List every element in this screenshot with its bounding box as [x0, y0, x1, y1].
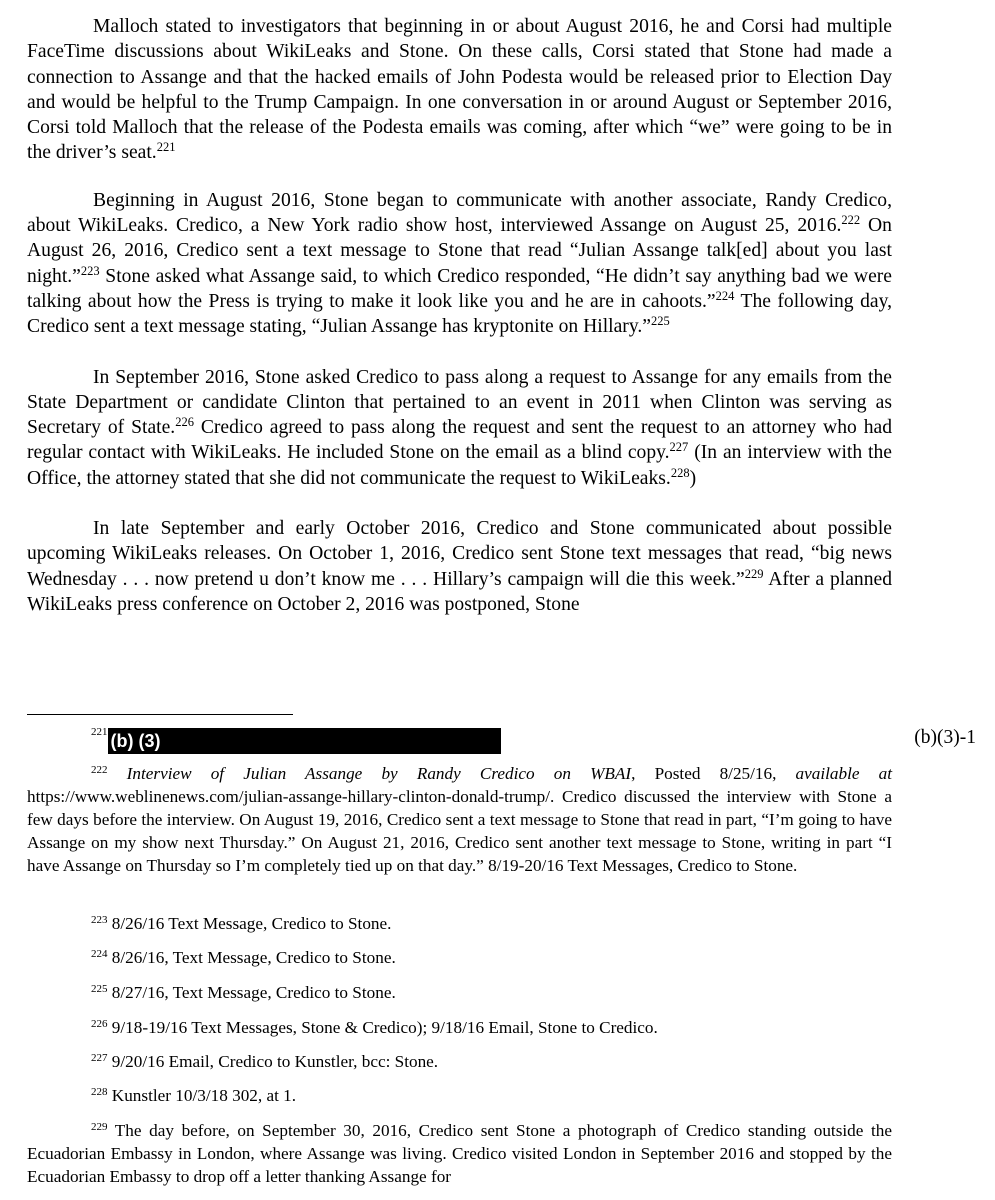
source-title: Interview of Julian Assange by Randy Credico on WBAI: [126, 764, 632, 783]
footnote-229: $^{229}$ The day before, on September 30, 2016, Credico sent Stone a photograph of Credico standing outside the Ecuadorian Embassy in London, where Assange was living. Credico visited London in September 2016 and stopped by the Ecuadorian Embassy to drop off a letter thanking Assange for: [27, 1121, 892, 1186]
footnote-227: $^{227}$ 9/20/16 Email, Credico to Kunstler, bcc: Stone.: [91, 1052, 439, 1071]
footnote-221: [27, 724, 892, 754]
document-body: [27, 0, 892, 617]
footnote-ref: 221: [156, 140, 176, 155]
footnote-225: $^{225}$ 8/27/16, Text Message, Credico to Stone.: [91, 983, 396, 1002]
footnote-226: $^{226}$ 9/18-19/16 Text Messages, Stone & Credico); 9/18/16 Email, Stone to Credico.: [91, 1018, 658, 1037]
exemption-code: (b)(3)-1: [914, 727, 976, 748]
footnote-number: 225: [91, 983, 108, 995]
footnote-number: 227: [91, 1052, 108, 1064]
footnote-number: 228: [91, 1086, 108, 1098]
footnote-223: $^{223}$ 8/26/16 Text Message, Credico to Stone.: [91, 914, 392, 933]
footnote-ref: 229: [744, 566, 764, 581]
footnote-number: 222: [91, 764, 108, 776]
footnote-number: 224: [91, 948, 108, 960]
footnote-ref: 227: [669, 440, 689, 455]
paragraph-text: Stone asked what Assange said, to which Credico responded, “He didn’t say anything bad we were talking about how the Press is trying to make it look like you and he are in cahoots.”: [27, 265, 892, 312]
footnote-divider: [27, 714, 293, 715]
paragraph-text: On August 26, 2016, Credico sent a text message to Stone that read “Julian Assange talk[ed] about you last night.”: [27, 215, 892, 287]
paragraph-text: Credico agreed to pass along the request and sent the request to an attorney who had regular contact with WikiLeaks. He included Stone on the email as a blind copy.: [27, 417, 892, 464]
paragraph-text: (In an interview with the Office, the attorney stated that she did not communicate the request to WikiLeaks.: [27, 442, 892, 489]
footnote-222: $^{222}$ Interview of Julian Assange by Randy Credico on WBAI, Posted 8/25/16, available at https://www.weblinenews.com/julian-assange-hillary-clinton-donald-trump/. Credico discussed the interview with Stone a few days before the interview. On August 19, 2016, Credico sent a text message to Stone that read in part, “I’m going to have Assange on my show next Thursday.” On August 21, 2016, Credico sent another text message to Stone, writing in part “I have Assange on Thursday so I’m completely tied up on that day.” 8/19-20/16 Text Messages, Credico to Stone.: [27, 764, 893, 875]
footnote-ref: 223: [80, 263, 100, 278]
footnote-number: 229: [91, 1121, 108, 1133]
paragraph-text: ): [689, 467, 697, 489]
footnote-224: $^{224}$ 8/26/16, Text Message, Credico to Stone.: [91, 948, 396, 967]
footnote-number: 223: [91, 914, 108, 926]
paragraph-text: Beginning in August 2016, Stone began to communicate with another associate, Randy Credico, about WikiLeaks. Credico, a New York radio show host, interviewed Assange on August 25, 2016.: [27, 189, 892, 237]
paragraph-text: After a planned WikiLeaks press conference on October 2, 2016 was postponed, Stone: [27, 568, 893, 615]
footnote-ref: 222: [841, 213, 861, 228]
body-paragraph-3: [27, 365, 892, 491]
footnote-number: 226: [91, 1018, 108, 1030]
source-link[interactable]: https://www.weblinenews.com/julian-assange-hillary-clinton-donald-trump/.: [27, 787, 555, 806]
paragraph-text: In late September and early October 2016, Credico and Stone communicated about possible upcoming WikiLeaks releases. On October 1, 2016, Credico sent Stone text messages that read, “big news Wednesday . . . now pretend u don’t know me . . . Hillary’s campaign will die this week.”: [27, 518, 892, 590]
footnote-ref: 225: [650, 314, 670, 329]
footnote-number: 221: [91, 726, 108, 738]
footnote-ref: 226: [175, 415, 194, 430]
footnote-ref: 228: [670, 465, 690, 480]
body-paragraph-1: [27, 14, 892, 166]
body-paragraph-2: [27, 188, 892, 340]
footnote-228: $^{228}$ Kunstler 10/3/18 302, at 1.: [91, 1086, 297, 1105]
paragraph-text: The following day, Credico sent a text message stating, “Julian Assange has kryptonite on Hillary.”: [27, 290, 893, 338]
footnote-ref: 224: [715, 288, 735, 303]
body-paragraph-4: [27, 516, 892, 617]
paragraph-text: In September 2016, Stone asked Credico to pass along a request to Assange for any emails from the State Department or candidate Clinton that pertained to an event in 2011 when Clinton was serving as Secretary of State.: [27, 366, 892, 439]
redaction-box: (b) (3): [108, 728, 501, 754]
paragraph-text: Malloch stated to investigators that beginning in or about August 2016, he and Corsi had multiple FaceTime discussions about WikiLeaks and Stone. On these calls, Corsi stated that Stone had made a connection to Assange and that the hacked emails of John Podesta would be released prior to Election Day and would be helpful to the Trump Campaign. In one conversation in or around August or September 2016, Corsi told Malloch that the release of the Podesta emails was coming, after which “we” were going to be in the driver’s seat.: [27, 16, 892, 164]
